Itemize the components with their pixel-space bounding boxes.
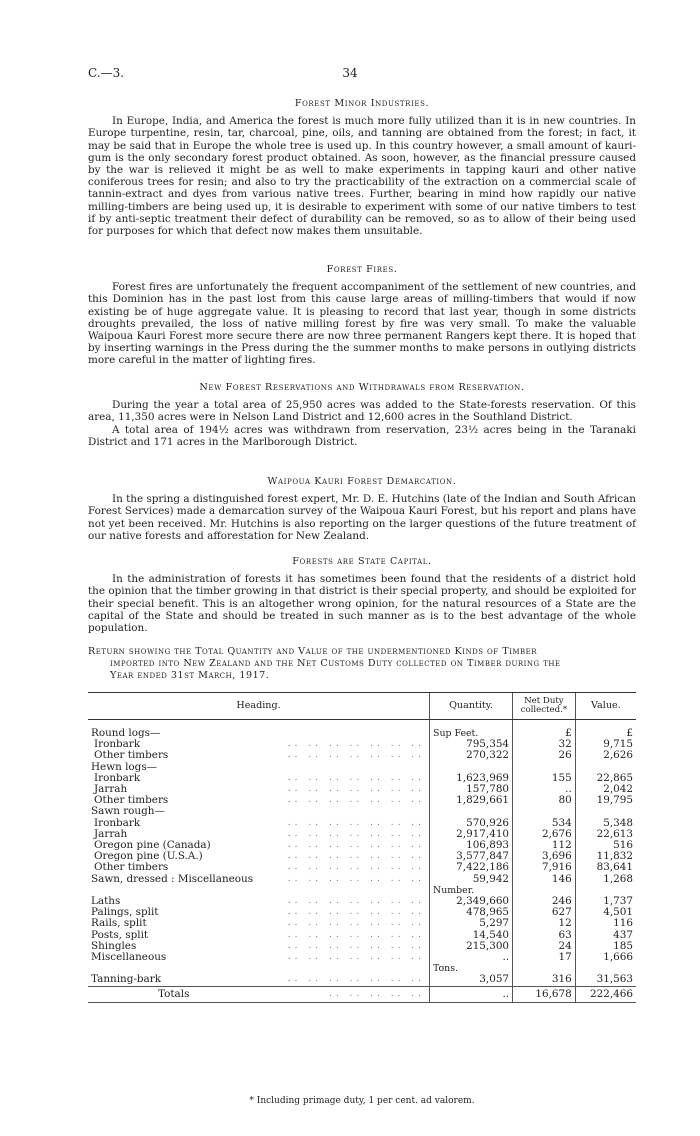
table-row: [88, 930, 636, 941]
leader-dots: .. .. .. .. .. .. ..: [287, 840, 426, 851]
quantity-cell: Tons.: [430, 963, 513, 974]
table-row: [88, 750, 636, 761]
return-title: [88, 646, 636, 682]
page-header: [88, 66, 612, 82]
value-cell: 1,268: [575, 874, 636, 885]
return-title-line: Return showing the Total Quantity and Value of the undermentioned Kinds of Timber: [88, 646, 538, 657]
quantity-cell: 3,057: [430, 974, 513, 986]
value-cell: 116: [575, 918, 636, 929]
section-heading: Forest Fires.: [326, 264, 398, 275]
value-cell: 22,865: [575, 773, 636, 784]
value-cell: 2,626: [575, 750, 636, 761]
table-row: [88, 784, 636, 795]
net-duty-cell: 155: [513, 773, 576, 784]
net-duty-cell: 316: [513, 974, 576, 986]
quantity-cell: 59,942: [430, 874, 513, 885]
page-number: 34: [342, 66, 358, 80]
timber-import-table: [88, 692, 636, 1003]
leader-dots: [256, 762, 429, 773]
net-duty-cell: [513, 806, 576, 817]
col-header-net-duty: Net Duty collected.*: [513, 693, 576, 720]
leader-dots: .. .. .. .. .. .. ..: [287, 974, 426, 985]
leader-dots: .. .. .. .. ..: [256, 986, 429, 1002]
quantity-cell: 1,829,661: [430, 795, 513, 806]
leader-dots: .. .. .. .. .. .. ..: [287, 896, 426, 907]
leader-dots: .. .. .. .. .. .. ..: [287, 739, 426, 750]
net-duty-cell: 32: [513, 739, 576, 750]
row-label: Jarrah: [94, 783, 128, 796]
quantity-cell: 5,297: [430, 918, 513, 929]
net-duty-cell: ..: [513, 784, 576, 795]
col-header-heading: Heading.: [88, 693, 430, 720]
quantity-cell: 270,322: [430, 750, 513, 761]
quantity-cell: Number.: [430, 885, 513, 896]
net-duty-cell: 24: [513, 941, 576, 952]
row-label: Laths: [91, 895, 121, 908]
net-duty-cell: 63: [513, 930, 576, 941]
paragraph: Forest fires are unfortunately the frequent accompaniment of the settlement of new countries, and this Dominion has in the past lost from this cause large areas of milling-timbers that would if now existing be of huge aggregate value. It is pleasing to record that last year, though in some districts droughts prevailed, the loss of native milling forest by fire was very small. To make the valuable Waipoua Kauri Forest more secure there are now three permanent Rangers kept there. It is hoped that by inserting warnings in the Press during the the summer months to make persons in outlying districts more careful in the matter of lighting fires.: [88, 281, 636, 367]
row-label: Other timbers: [94, 749, 169, 762]
leader-dots: .. .. .. .. .. .. ..: [287, 750, 426, 761]
value-cell: 19,795: [575, 795, 636, 806]
value-cell: 4,501: [575, 907, 636, 918]
table-row: [88, 974, 636, 986]
row-label: Hewn logs—: [91, 760, 158, 773]
col-header-quantity: Quantity.: [430, 693, 513, 720]
leader-dots: [256, 963, 429, 974]
value-cell: 83,641: [575, 862, 636, 873]
net-duty-cell: 12: [513, 918, 576, 929]
row-label: Other timbers: [94, 861, 169, 874]
table-header-row: [88, 693, 636, 720]
leader-dots: .. .. .. .. .. .. ..: [287, 918, 426, 929]
row-label: Palings, split: [91, 906, 159, 919]
quantity-cell: 570,926: [430, 818, 513, 829]
leader-dots: .. .. .. .. .. .. ..: [287, 817, 426, 828]
value-cell: 9,715: [575, 739, 636, 750]
row-label: Ironbark: [94, 816, 141, 829]
leader-dots: .. .. .. .. .. .. ..: [287, 851, 426, 862]
table-row: [88, 918, 636, 929]
net-duty-cell: 80: [513, 795, 576, 806]
section-heading: Forest Minor Industries.: [294, 98, 430, 109]
row-label: Jarrah: [94, 827, 128, 840]
quantity-cell: [430, 806, 513, 817]
paragraph: In the spring a distinguished forest expert, Mr. D. E. Hutchins (late of the Indian and South African Forest Services) made a demarcation survey of the Waipoua Kauri Forest, but his report and plans have not yet been received. Mr. Hutchins is also reporting on the larger questions of the future treatment of our native forests and afforestation for New Zealand.: [88, 493, 636, 542]
quantity-cell: 478,965: [430, 907, 513, 918]
paragraph: A total area of 194½ acres was withdrawn from reservation, 23½ acres being in the Taranaki District and 171 acres in the Marlborough District.: [88, 423, 636, 448]
quantity-cell: 2,917,410: [430, 829, 513, 840]
net-duty-cell: 534: [513, 818, 576, 829]
quantity-cell: 14,540: [430, 930, 513, 941]
return-title-line: Year ended 31st March, 1917.: [110, 670, 270, 681]
row-label: Oregon pine (U.S.A.): [94, 850, 203, 863]
row-label: Miscellaneous: [91, 951, 167, 964]
value-cell: £: [575, 720, 636, 740]
totals-quantity: ..: [430, 986, 513, 1002]
table-row: [88, 907, 636, 918]
row-label: Rails, split: [91, 917, 147, 930]
totals-label: Totals: [88, 986, 256, 1002]
leader-dots: [256, 885, 429, 896]
paragraph: In Europe, India, and America the forest is much more fully utilized than it is in new countries. In Europe turpentine, resin, tar, charcoal, pine, oils, and tanning are obtained from the forest; in fact, it may be said that in Europe the whole tree is used up. In this country however, a small amount of kauri-gum is the only secondary forest product obtained. As soon, however, as the financial pressure caused by the war is relieved it might be as well to make experiments in tapping kauri and other native coniferous trees for resin; and also to try the practicability of the extraction on a commercial scale of tannin-extract and dyes from various native trees. Further, bearing in mind how rapidly our native milling-timbers are being used up, it is desirable to experiment with some of our native timbers to test if by anti-septic treatment their defect of durability can be removed, so as to allow of their being used for purposes for which that defect now makes them unsuitable.: [88, 115, 636, 238]
value-cell: 1,737: [575, 896, 636, 907]
section-forest-minor-industries: [88, 98, 636, 237]
row-label: Sawn rough—: [91, 805, 165, 818]
value-cell: [575, 806, 636, 817]
row-label: Oregon pine (Canada): [94, 839, 211, 852]
quantity-cell: ..: [430, 952, 513, 963]
leader-dots: .. .. .. .. .. .. ..: [287, 940, 426, 951]
section-new-forest-reservations: [88, 382, 636, 448]
quantity-cell: 3,577,847: [430, 851, 513, 862]
value-cell: 31,563: [575, 974, 636, 986]
value-cell: 5,348: [575, 818, 636, 829]
leader-dots: [256, 720, 429, 740]
paragraph: In the administration of forests it has sometimes been found that the residents of a district hold the opinion that the timber growing in that district is their special property, and should be exploited for their special benefit. This is an altogether wrong opinion, for the natural resources of a State are the capital of the State and should be treated in such manner as is to the best advantage of the whole population.: [88, 573, 636, 635]
table-row: [88, 773, 636, 784]
net-duty-cell: 26: [513, 750, 576, 761]
paragraph: During the year a total area of 25,950 acres was added to the State-forests reservation. Of this area, 11,350 acres were in Nelson Land District and 12,600 acres in the Southland District.: [88, 399, 636, 424]
net-duty-cell: 3,696: [513, 851, 576, 862]
value-cell: 437: [575, 930, 636, 941]
row-label: Posts, split: [91, 928, 149, 941]
table-row: [88, 952, 636, 963]
totals-net-duty: 16,678: [513, 986, 576, 1002]
section-waipoua-demarcation: [88, 476, 636, 542]
col-header-value: Value.: [575, 693, 636, 720]
row-label: Ironbark: [94, 738, 141, 751]
net-duty-cell: 112: [513, 840, 576, 851]
row-label: Ironbark: [94, 771, 141, 784]
quantity-cell: 7,422,186: [430, 862, 513, 873]
value-cell: 185: [575, 941, 636, 952]
quantity-cell: Sup Feet.: [430, 720, 513, 740]
leader-dots: .. .. .. .. .. .. ..: [287, 862, 426, 873]
footnote: * Including primage duty, 1 per cent. ad valorem.: [249, 1096, 475, 1106]
value-cell: 11,832: [575, 851, 636, 862]
net-duty-cell: 7,916: [513, 862, 576, 873]
section-heading: Waipoua Kauri Forest Demarcation.: [267, 476, 457, 487]
section-forest-fires: [88, 264, 636, 367]
table-row: [88, 806, 636, 817]
leader-dots: .. .. .. .. .. .. ..: [287, 907, 426, 918]
table-row: [88, 941, 636, 952]
row-label: Shingles: [91, 939, 137, 952]
leader-dots: .. .. .. .. .. .. ..: [287, 828, 426, 839]
row-label: Other timbers: [94, 794, 169, 807]
section-heading: New Forest Reservations and Withdrawals from Reservation.: [199, 382, 525, 393]
value-cell: 516: [575, 840, 636, 851]
section-heading: Forests are State Capital.: [292, 556, 432, 567]
table-body: [88, 720, 636, 1003]
quantity-cell: 215,300: [430, 941, 513, 952]
table-row: [88, 862, 636, 873]
net-duty-cell: 146: [513, 874, 576, 885]
leader-dots: .. .. .. .. .. .. ..: [287, 772, 426, 783]
row-label: Tanning-bark: [91, 973, 161, 986]
quantity-cell: 157,780: [430, 784, 513, 795]
net-duty-cell: 17: [513, 952, 576, 963]
quantity-cell: 795,354: [430, 739, 513, 750]
section-forests-state-capital: [88, 556, 636, 634]
totals-row: [88, 986, 636, 1002]
quantity-cell: 2,349,660: [430, 896, 513, 907]
value-cell: 1,666: [575, 952, 636, 963]
table-row: [88, 795, 636, 806]
leader-dots: .. .. .. .. .. .. ..: [287, 929, 426, 940]
report-code: C.—3.: [88, 66, 125, 80]
table-row: [88, 874, 636, 885]
leader-dots: .. .. .. .. .. .. ..: [287, 952, 426, 963]
leader-dots: .. .. .. .. .. .. ..: [287, 873, 426, 884]
leader-dots: .. .. .. .. .. .. ..: [287, 784, 426, 795]
table-row: [88, 739, 636, 750]
value-cell: 2,042: [575, 784, 636, 795]
row-label: Round logs—: [91, 727, 161, 739]
net-duty-cell: 627: [513, 907, 576, 918]
totals-value: 222,466: [575, 986, 636, 1002]
quantity-cell: 1,623,969: [430, 773, 513, 784]
row-label: Sawn, dressed : Miscellaneous: [91, 872, 254, 885]
net-duty-cell: £: [513, 720, 576, 740]
table-row: [88, 720, 636, 740]
value-cell: 22,613: [575, 829, 636, 840]
return-title-line: imported into New Zealand and the Net Customs Duty collected on Timber during the: [110, 658, 561, 669]
net-duty-cell: 246: [513, 896, 576, 907]
quantity-cell: 106,893: [430, 840, 513, 851]
leader-dots: .. .. .. .. .. .. ..: [287, 795, 426, 806]
leader-dots: [256, 806, 429, 817]
net-duty-cell: 2,676: [513, 829, 576, 840]
